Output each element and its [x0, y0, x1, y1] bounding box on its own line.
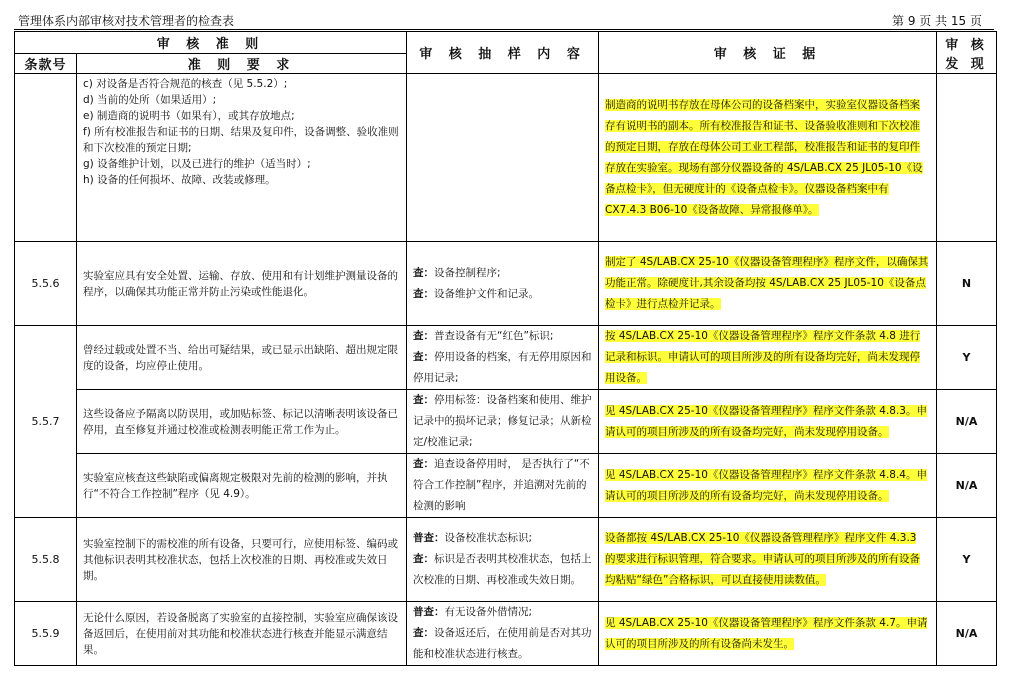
sample-text: 设备维护文件和记录。 [434, 287, 540, 300]
table-row [15, 326, 997, 390]
sample-line [413, 347, 592, 389]
sample-text: 追查设备停用时， 是否执行了“不符合工作控制”程序，并追溯对先前的检测的影响 [413, 458, 590, 512]
clause-cell: 5.5.7 [15, 326, 77, 518]
requirement-text: 这些设备应予隔离以防误用，或加贴标签、标记以清晰表明该设备已停用，直至修复并通过校准或检测表明能正常工作为止。 [83, 407, 398, 436]
requirement-text: 无论什么原因，若设备脱离了实验室的直接控制，实验室应确保该设备返回后，在使用前对其功能和校准状态进行核查并能显示满意结果。 [83, 611, 398, 656]
evidence-text: 制定了 4S/LAB.CX 25-10《仪器设备管理程序》程序文件，以确保其功能正常。除硬度计,其余设备均按 4S/LAB.CX 25 JL05-10《设备点检卡》进行点检并记录。 [605, 256, 929, 310]
sample-text: 有无设备外借情况; [444, 606, 533, 618]
requirement-text: 实验室应核查这些缺陷或偏离规定极限对先前的检测的影响，并执行“不符合工作控制”程序（见 4.9）。 [83, 471, 388, 500]
sample-key: 查： [413, 458, 435, 470]
sample-key: 普查： [413, 532, 445, 544]
sample-text: 停用设备的档案，有无停用原因和停用记录; [413, 351, 592, 384]
requirement-line: f) 所有校准报告和证书的日期、结果及复印件，设备调整、验收准则和下次校准的预定日期; [83, 126, 399, 154]
sample-cell [407, 74, 599, 242]
evidence-cell [599, 602, 937, 666]
clause-no-header: 条款号 [15, 54, 77, 74]
sample-cell [407, 602, 599, 666]
criteria-req-header: 准 则 要 求 [77, 54, 407, 74]
sample-cell [407, 390, 599, 454]
requirement-text: 曾经过载或处置不当、给出可疑结果，或已显示出缺陷、超出规定限度的设备，均应停止使用。 [83, 343, 398, 372]
sample-line [413, 263, 592, 284]
finding-cell: Y [937, 326, 997, 390]
finding-cell [937, 74, 997, 242]
sample-key: 查： [413, 287, 435, 300]
header-rule [14, 29, 994, 30]
sample-key: 查： [413, 330, 435, 342]
table-row [15, 390, 997, 454]
sample-line [413, 454, 592, 517]
sample-line [413, 602, 592, 623]
finding-header-line-2: 发 现 [945, 56, 988, 72]
requirement-line: e) 制造商的说明书（如果有），或其存放地点; [83, 110, 295, 122]
sample-line [413, 284, 592, 305]
finding-header-line-1: 审 核 [945, 37, 988, 53]
sample-line [413, 528, 592, 549]
finding-cell: N [937, 242, 997, 326]
clause-cell: 5.5.6 [15, 242, 77, 326]
requirement-line: h) 设备的任何损坏、故障、改装或修理。 [83, 174, 276, 186]
table-row [15, 518, 997, 602]
sample-cell [407, 242, 599, 326]
sample-text: 停用标签：设备档案和使用、维护记录中的损坏记录；修复记录；从新检定/校准记录; [413, 394, 592, 448]
requirement-cell [77, 326, 407, 390]
page-number: 第 9 页 共 15 页 [892, 14, 982, 28]
sample-line [413, 390, 592, 453]
requirement-cell [77, 602, 407, 666]
sample-text: 标识是否表明其校准状态，包括上次校准的日期、再校准或失效日期。 [413, 553, 592, 586]
requirement-line: c) 对设备是否符合规范的核查（见 5.5.2）; [83, 78, 288, 90]
requirement-line: d) 当前的处所（如果适用）; [83, 94, 217, 106]
evidence-cell [599, 74, 937, 242]
table-row [15, 454, 997, 518]
sample-key: 查： [413, 627, 435, 639]
evidence-cell [599, 390, 937, 454]
sample-cell [407, 518, 599, 602]
requirement-cell [77, 390, 407, 454]
document-title: 管理体系内部审核对技术管理者的检查表 [18, 14, 235, 28]
clause-cell: 5.5.8 [15, 518, 77, 602]
clause-cell [15, 74, 77, 242]
evidence-cell [599, 518, 937, 602]
sample-text: 设备返还后，在使用前是否对其功能和校准状态进行核查。 [413, 627, 592, 660]
sample-key: 查： [413, 266, 435, 279]
evidence-text: 设备都按 4S/LAB.CX 25-10《仪器设备管理程序》程序文件 4.3.3 的要求进行标识管理，符合要求。申请认可的项目所涉及的所有设备均粘贴“绿色”合格标识，可以直接使用读数值。 [605, 532, 921, 586]
requirement-cell [77, 518, 407, 602]
sample-cell [407, 454, 599, 518]
sample-line [413, 549, 592, 591]
sample-text: 设备校准状态标识; [444, 532, 533, 544]
finding-cell: N/A [937, 602, 997, 666]
evidence-text: 见 4S/LAB.CX 25-10《仪器设备管理程序》程序文件条款 4.7。申请认可的项目所涉及的所有设备尚未发生。 [605, 616, 928, 650]
sample-key: 查： [413, 351, 435, 363]
requirement-cell [77, 242, 407, 326]
table-row [15, 602, 997, 666]
table-row [15, 74, 997, 242]
sample-line [413, 326, 592, 347]
table-row [15, 242, 997, 326]
sample-key: 普查： [413, 606, 445, 618]
evidence-header: 审 核 证 据 [599, 32, 937, 74]
requirement-text: 实验室应具有安全处置、运输、存放、使用和有计划维护测量设备的程序，以确保其功能正常并防止污染或性能退化。 [83, 269, 398, 298]
finding-cell: N/A [937, 390, 997, 454]
sample-key: 查： [413, 394, 435, 406]
evidence-cell [599, 454, 937, 518]
sample-text: 普查设备有无“红色”标识; [434, 330, 554, 342]
evidence-text: 制造商的说明书存放在母体公司的设备档案中，实验室仪器设备档案存有说明书的副本。所有校准报告和证书、设备验收准则和下次校准的预定日期，存放在母体公司工业工程部，校准报告和证书的复印件存放在实验室。现场有部分仪器设备的 4S/LAB.CX 25 JL05-10《设备点检卡》，但无硬度计的《设备点检卡》。仪器设备档案中有 CX7.4.3 B06-10《设备故障、异常报修单》。 [605, 98, 923, 216]
requirement-cell [77, 454, 407, 518]
audit-criteria-header: 审 核 准 则 [15, 32, 407, 54]
evidence-text: 按 4S/LAB.CX 25-10《仪器设备管理程序》程序文件条款 4.8 进行记录和标识。申请认可的项目所涉及的所有设备均完好，尚未发现停用设备。 [605, 330, 921, 384]
sample-content-header: 审 核 抽 样 内 容 [407, 32, 599, 74]
sample-text: 设备控制程序; [434, 266, 501, 279]
evidence-cell [599, 326, 937, 390]
clause-cell: 5.5.9 [15, 602, 77, 666]
sample-key: 查： [413, 553, 435, 565]
requirement-text: 实验室控制下的需校准的所有设备，只要可行，应使用标签、编码或其他标识表明其校准状态，包括上次校准的日期、再校准或失效日期。 [83, 537, 398, 582]
evidence-cell [599, 242, 937, 326]
audit-checklist-table [14, 31, 997, 666]
requirement-cell [77, 74, 407, 242]
finding-cell: Y [937, 518, 997, 602]
sample-line [413, 623, 592, 665]
finding-header [937, 32, 997, 74]
evidence-text: 见 4S/LAB.CX 25-10《仪器设备管理程序》程序文件条款 4.8.3。申请认可的项目所涉及的所有设备均完好，尚未发现停用设备。 [605, 404, 927, 438]
finding-cell: N/A [937, 454, 997, 518]
requirement-line: g) 设备维护计划，以及已进行的维护（适当时）; [83, 158, 311, 170]
sample-cell [407, 326, 599, 390]
evidence-text: 见 4S/LAB.CX 25-10《仪器设备管理程序》程序文件条款 4.8.4。申请认可的项目所涉及的所有设备均完好，尚未发现停用设备。 [605, 468, 927, 502]
